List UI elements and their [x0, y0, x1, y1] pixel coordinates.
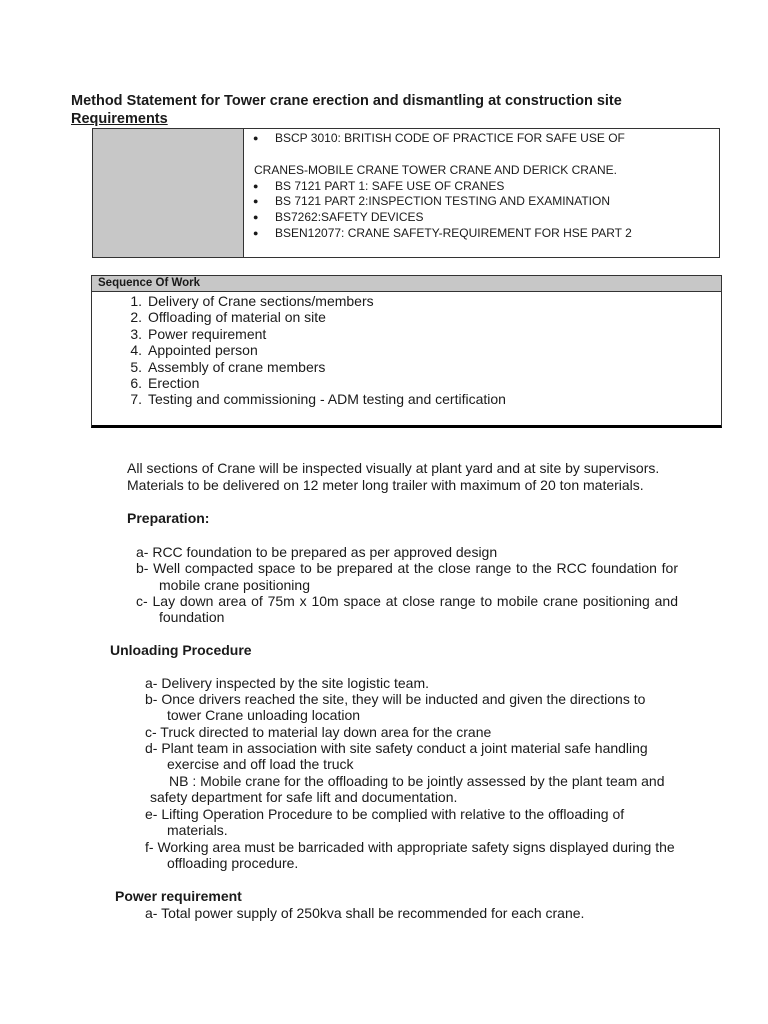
sequence-item: 7. Testing and commissioning - ADM testing and certification	[130, 391, 506, 408]
intro-paragraph-line: All sections of Crane will be inspected visually at plant yard and at site by supervisors.	[127, 460, 660, 476]
document-title: Method Statement for Tower crane erection and dismantling at construction site	[71, 93, 622, 109]
preparation-heading: Preparation:	[127, 510, 210, 526]
requirement-item: ● BS 7121 PART 2:INSPECTION TESTING AND EXAMINATION	[253, 194, 610, 208]
unloading-item-b-continuation: tower Crane unloading location	[167, 707, 361, 723]
requirement-item: ● BS 7121 PART 1: SAFE USE OF CRANES	[253, 179, 505, 193]
preparation-item-c-continuation: foundation	[159, 609, 225, 625]
unloading-item-f-continuation: offloading procedure.	[167, 855, 299, 871]
bullet-icon: ●	[253, 181, 259, 191]
unloading-item-f: f- Working area must be barricaded with appropriate safety signs displayed during the	[145, 839, 675, 855]
power-item-a: a- Total power supply of 250kva shall be recommended for each crane.	[145, 905, 585, 921]
unloading-item-d: d- Plant team in association with site safety conduct a joint material safe handling	[145, 740, 648, 756]
sequence-item: 3. Power requirement	[130, 325, 267, 342]
sequence-item: 4. Appointed person	[130, 342, 258, 359]
power-heading: Power requirement	[115, 888, 242, 904]
requirements-label-cell	[93, 129, 244, 257]
unloading-note: NB : Mobile crane for the offloading to be jointly assessed by the plant team and	[169, 773, 665, 789]
unloading-item-d-continuation: exercise and off load the truck	[167, 756, 354, 772]
sequence-list	[120, 293, 506, 408]
bullet-icon: ●	[253, 228, 259, 238]
requirement-item: ● BSEN12077: CRANE SAFETY-REQUIREMENT FOR HSE PART 2	[253, 226, 632, 240]
requirement-item: ● BSCP 3010: BRITISH CODE OF PRACTICE FOR SAFE USE OF	[253, 131, 625, 145]
requirements-heading: Requirements	[71, 111, 168, 127]
unloading-item-c: c- Truck directed to material lay down area for the crane	[145, 724, 492, 740]
unloading-item-e: e- Lifting Operation Procedure to be complied with relative to the offloading of	[145, 806, 625, 822]
requirement-item-continuation: CRANES-MOBILE CRANE TOWER CRANE AND DERICK CRANE.	[254, 163, 617, 177]
unloading-item-b: b- Once drivers reached the site, they will be inducted and given the directions to	[145, 691, 646, 707]
unloading-item-a: a- Delivery inspected by the site logistic team.	[145, 675, 430, 691]
unloading-item-e-continuation: materials.	[167, 822, 228, 838]
sequence-heading: Sequence Of Work	[92, 276, 721, 292]
bullet-icon: ●	[253, 133, 259, 143]
unloading-note-continuation: safety department for safe lift and documentation.	[150, 789, 458, 805]
requirements-table	[92, 128, 720, 258]
requirement-item: ● BS7262:SAFETY DEVICES	[253, 210, 424, 224]
sequence-item: 1. Delivery of Crane sections/members	[130, 293, 374, 309]
preparation-item-c: c- Lay down area of 75m x 10m space at close range to mobile crane positioning and	[136, 593, 678, 609]
bullet-icon: ●	[253, 212, 259, 222]
sequence-item: 2. Offloading of material on site	[130, 309, 326, 326]
intro-paragraph-line: Materials to be delivered on 12 meter long trailer with maximum of 20 ton materials.	[127, 477, 644, 493]
preparation-item-b-continuation: mobile crane positioning	[159, 577, 310, 593]
sequence-item: 5. Assembly of crane members	[130, 358, 326, 375]
preparation-item-a: a- RCC foundation to be prepared as per approved design	[136, 544, 498, 560]
bullet-icon: ●	[253, 196, 259, 206]
unloading-heading: Unloading Procedure	[110, 642, 252, 658]
sequence-item: 6. Erection	[130, 375, 200, 392]
preparation-item-b: b- Well compacted space to be prepared at the close range to the RCC foundation for	[136, 560, 678, 576]
sequence-of-work-table	[91, 275, 722, 428]
